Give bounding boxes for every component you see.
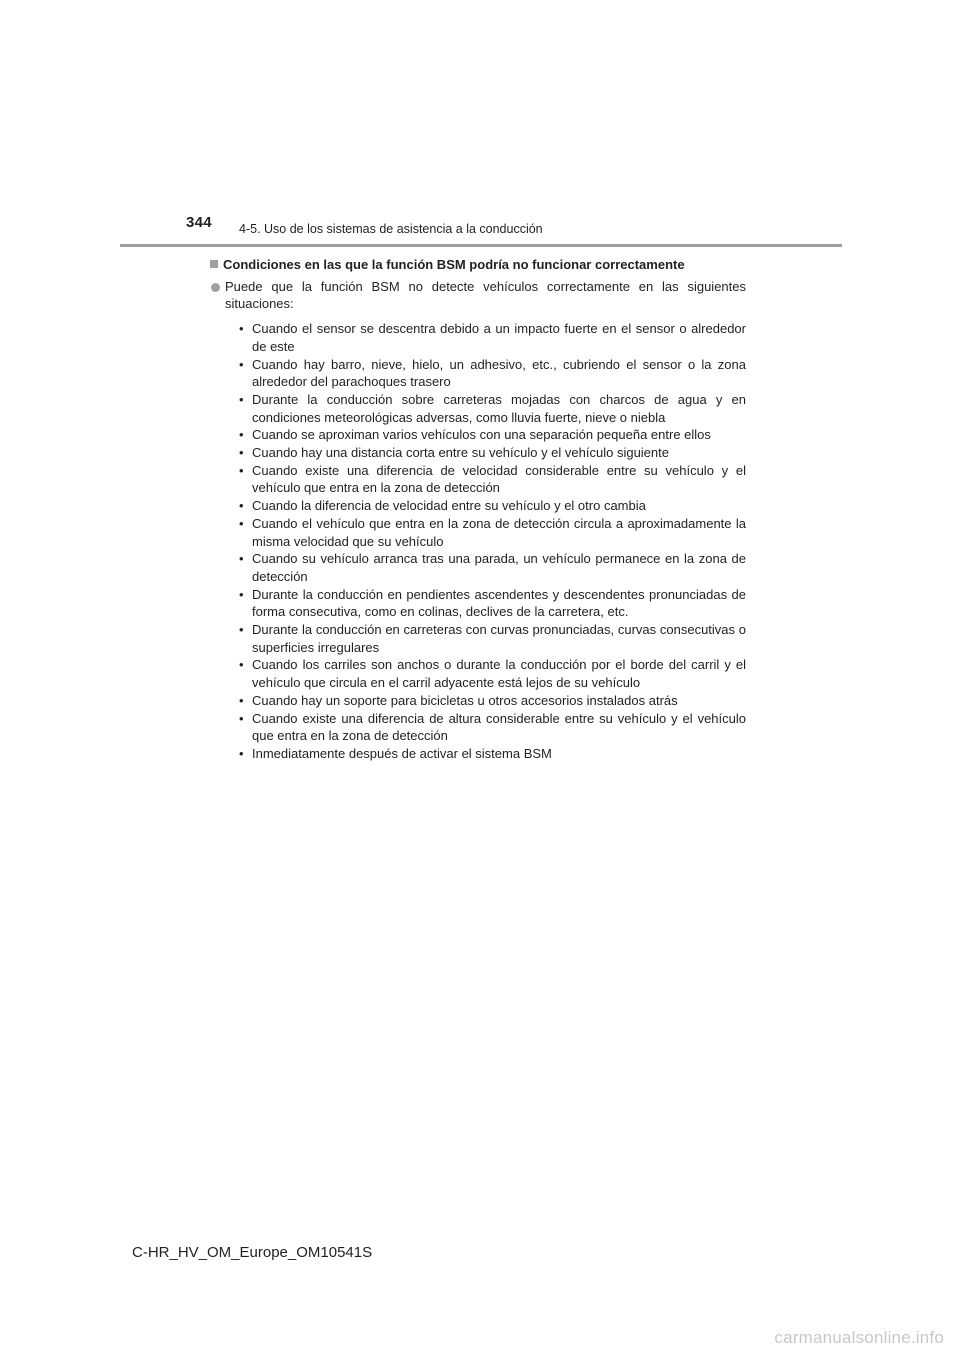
main-content	[210, 256, 746, 763]
list-item	[239, 320, 746, 355]
list-item-text: Cuando existe una diferencia de velocidad considerable entre su vehículo y el vehículo que entra en la zona de detección	[252, 462, 746, 496]
list-item-text: Cuando la diferencia de velocidad entre su vehículo y el otro cambia	[252, 498, 646, 514]
list-item	[239, 621, 746, 656]
list-item-text: Cuando los carriles son anchos o durante la conducción por el borde del carril y el vehículo que circula en el carril adyacente está lejos de su vehículo	[252, 657, 746, 691]
list-item	[239, 745, 746, 763]
section-title: 4-5. Uso de los sistemas de asistencia a la conducción	[239, 222, 543, 236]
list-item-text: Cuando hay barro, nieve, hielo, un adhesivo, etc., cubriendo el sensor o la zona alrededor del parachoques trasero	[252, 356, 746, 390]
list-item	[239, 692, 746, 710]
list-item	[239, 426, 746, 444]
list-item	[239, 550, 746, 585]
subsection-heading	[210, 256, 746, 274]
list-item	[239, 497, 746, 515]
circle-icon	[211, 283, 220, 292]
list-item-text: Cuando existe una diferencia de altura considerable entre su vehículo y el vehículo que entra en la zona de detección	[252, 710, 746, 744]
list-item-text: Cuando el sensor se descentra debido a un impacto fuerte en el sensor o alrededor de este	[252, 321, 746, 354]
list-item-text: Cuando su vehículo arranca tras una parada, un vehículo permanece en la zona de detección	[252, 551, 746, 584]
bullet-dot: •	[239, 551, 244, 567]
square-icon	[210, 260, 218, 268]
list-item	[239, 586, 746, 621]
bullet-dot: •	[239, 622, 244, 638]
list-item-text: Durante la conducción en carreteras con curvas pronunciadas, curvas consecutivas o superficies irregulares	[252, 622, 746, 655]
bullet-dot: •	[239, 745, 244, 761]
list-item	[239, 462, 746, 497]
header-divider	[120, 244, 842, 247]
list-item-text: Durante la conducción en pendientes ascendentes y descendentes pronunciadas de forma consecutiva, como en colinas, declives de la carretera, etc.	[252, 586, 746, 620]
page-number: 344	[186, 214, 212, 231]
bullet-dot: •	[239, 445, 244, 461]
bullet-dot: •	[239, 692, 244, 708]
watermark-link[interactable]: carmanualsonline.info	[774, 1328, 944, 1347]
list-item	[239, 444, 746, 462]
list-item	[239, 515, 746, 550]
list-item-text: Inmediatamente después de activar el sistema BSM	[252, 745, 552, 761]
bullet-dot: •	[239, 462, 244, 478]
bullet-dot: •	[239, 321, 244, 337]
list-item-text: Cuando el vehículo que entra en la zona de detección circula a aproximadamente la misma velocidad que su vehículo	[252, 515, 746, 549]
bullet-dot: •	[239, 515, 244, 531]
list-item	[239, 710, 746, 745]
bullet-dot: •	[239, 427, 244, 443]
bullet-dot: •	[239, 498, 244, 514]
intro-paragraph	[210, 278, 746, 313]
list-item	[239, 656, 746, 691]
list-item-text: Cuando hay una distancia corta entre su vehículo y el vehículo siguiente	[252, 445, 669, 461]
list-item-text: Durante la conducción sobre carreteras mojadas con charcos de agua y en condiciones meteorológicas adversas, como lluvia fuerte, nieve o niebla	[252, 391, 746, 425]
list-item-text: Cuando hay un soporte para bicicletas u otros accesorios instalados atrás	[252, 692, 678, 708]
bullet-dot: •	[239, 657, 244, 673]
bullet-dot: •	[239, 710, 244, 726]
subsection-heading-text: Condiciones en las que la función BSM podría no funcionar correctamente	[223, 257, 685, 272]
bullet-dot: •	[239, 356, 244, 372]
document-code: C-HR_HV_OM_Europe_OM10541S	[132, 1244, 373, 1261]
list-item	[239, 356, 746, 391]
list-item	[239, 391, 746, 426]
condition-list	[210, 320, 746, 763]
bullet-dot: •	[239, 391, 244, 407]
list-item-text: Cuando se aproximan varios vehículos con una separación pequeña entre ellos	[252, 427, 711, 443]
bullet-dot: •	[239, 586, 244, 602]
intro-text: Puede que la función BSM no detecte vehículos correctamente en las siguientes situaciones:	[225, 278, 746, 312]
